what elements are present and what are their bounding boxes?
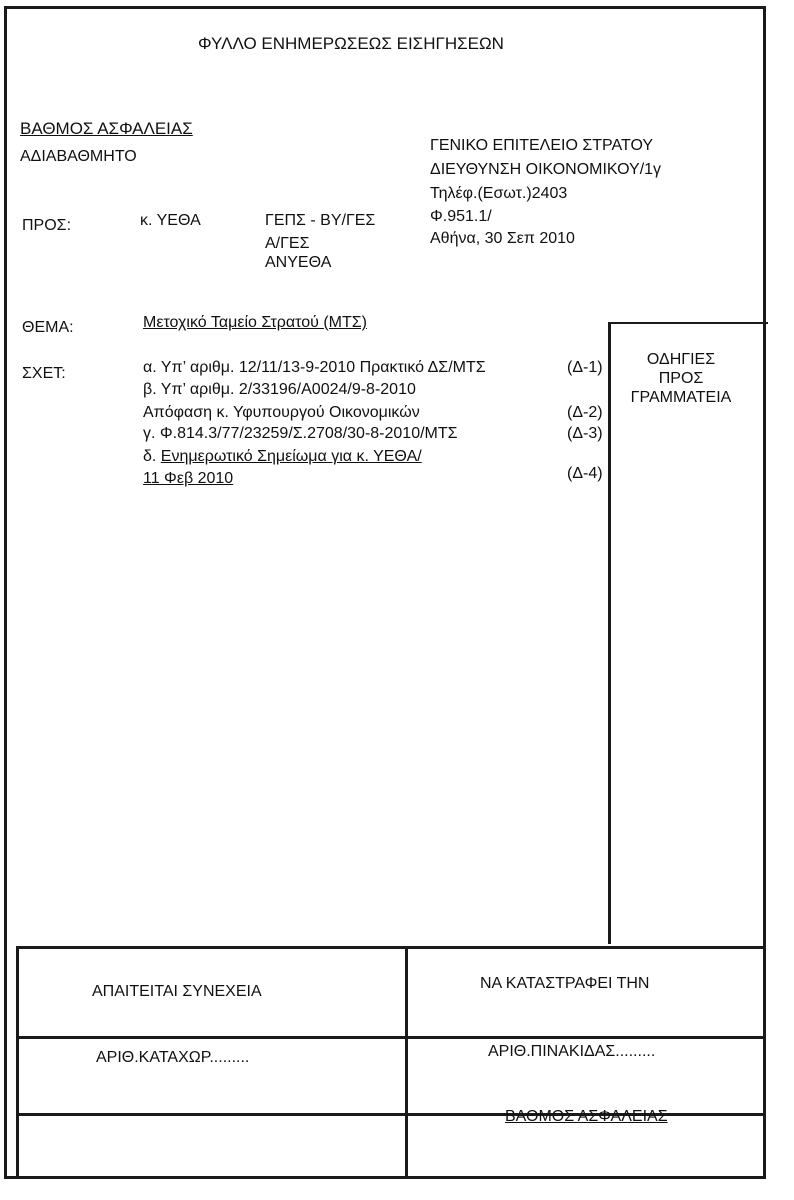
issuer-line-1: ΓΕΝΙΚΟ ΕΠΙΤΕΛΕΙΟ ΣΤΡΑΤΟΥ: [430, 137, 654, 154]
footer-left-border: [16, 946, 19, 1176]
board-number-field: ΑΡΙΘ.ΠΙΝΑΚΙΔΑΣ.........: [488, 1043, 656, 1060]
annex-d2: (Δ-2): [567, 404, 603, 421]
follow-up-required-label: ΑΠΑΙΤΕΙΤΑΙ ΣΥΝΕΧΕΙΑ: [92, 983, 262, 1000]
footer-top-divider: [16, 946, 766, 949]
secretariat-instructions-title: [611, 350, 751, 407]
reference-line-5: [143, 447, 422, 467]
classification-label: ΒΑΘΜΟΣ ΑΣΦΑΛΕΙΑΣ: [20, 119, 193, 138]
annex-d1: (Δ-1): [567, 359, 603, 376]
reference-line-6: 11 Φεβ 2010: [143, 470, 234, 487]
sidebar-title-line-2: ΠΡΟΣ: [658, 370, 704, 387]
classification-value: ΑΔΙΑΒΑΘΜΗΤΟ: [20, 148, 137, 165]
reference-memo-link: Ενημερωτικό Σημείωμα για κ. ΥΕΘΑ/: [160, 448, 422, 465]
recipient-to: κ. ΥΕΘΑ: [140, 212, 201, 229]
sidebar-title-line-1: ΟΔΗΓΙΕΣ: [646, 351, 716, 368]
reference-line-3: Απόφαση κ. Υφυπουργού Οικονομικών: [143, 404, 420, 421]
to-be-destroyed-label: ΝΑ ΚΑΤΑΣΤΡΑΦΕΙ ΤΗΝ: [480, 975, 650, 992]
footer-middle-divider: [16, 1036, 766, 1039]
recipient-label: ΠΡΟΣ:: [22, 217, 72, 234]
recipient-cc-1: ΓΕΠΣ - ΒΥ/ΓΕΣ: [265, 212, 376, 229]
subject-label: ΘΕΜΑ:: [22, 319, 74, 336]
recipient-cc-2: Α/ΓΕΣ: [265, 235, 310, 252]
annex-d4: (Δ-4): [567, 465, 603, 482]
reference-prefix-d: δ.: [143, 448, 161, 465]
issuer-reference: Φ.951.1/: [430, 208, 492, 225]
registry-number-field: ΑΡΙΘ.ΚΑΤΑΧΩΡ.........: [96, 1049, 250, 1066]
reference-line-4: γ. Φ.814.3/77/23259/Σ.2708/30-8-2010/ΜΤΣ: [143, 425, 458, 442]
sidebar-title-line-3: ΓΡΑΜΜΑΤΕΙΑ: [630, 389, 732, 406]
annex-d3: (Δ-3): [567, 425, 603, 442]
issuer-line-2: ΔΙΕΥΘΥΝΣΗ ΟΙΚΟΝΟΜΙΚΟΥ/1γ: [430, 161, 662, 178]
footer-center-divider: [405, 946, 408, 1176]
issuer-phone: Τηλέφ.(Εσωτ.)2403: [430, 185, 568, 202]
footer-classification-label: ΒΑΘΜΟΣ ΑΣΦΑΛΕΙΑΣ: [505, 1108, 668, 1125]
reference-line-1: α. Υπ’ αριθμ. 12/11/13-9-2010 Πρακτικό ΔΣ/ΜΤΣ: [143, 359, 486, 376]
references-label: ΣΧΕΤ:: [22, 365, 66, 382]
recipient-cc-3: ΑΝΥΕΘΑ: [265, 254, 332, 271]
issuer-date: Αθήνα, 30 Σεπ 2010: [430, 230, 575, 247]
reference-line-2: β. Υπ’ αριθμ. 2/33196/Α0024/9-8-2010: [143, 381, 416, 398]
subject-value: Μετοχικό Ταμείο Στρατού (ΜΤΣ): [143, 314, 367, 331]
secretariat-instructions-box: [608, 322, 768, 944]
form-title: ΦΥΛΛΟ ΕΝΗΜΕΡΩΣΕΩΣ ΕΙΣΗΓΗΣΕΩΝ: [198, 34, 504, 53]
